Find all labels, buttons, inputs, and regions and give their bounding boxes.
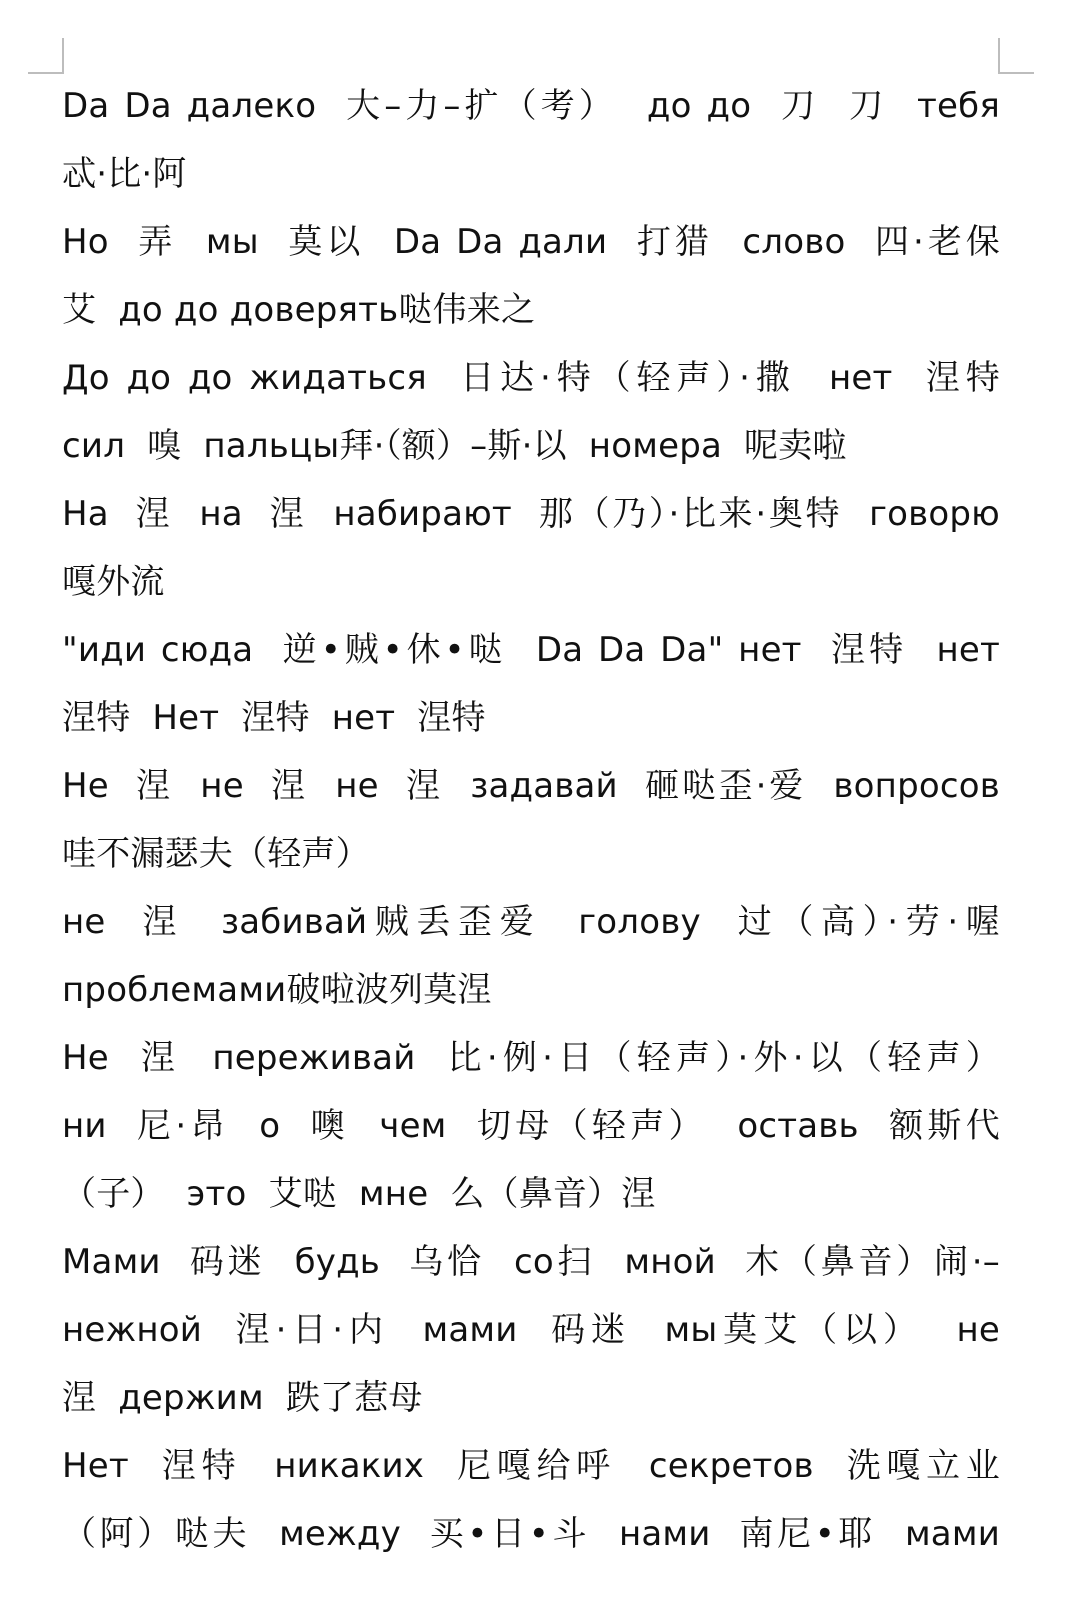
text-line: ни 尼·昂 о 噢 чем 切母（轻声） оставь 额斯代 xyxy=(62,1106,1000,1146)
text-line: Не 涅 не 涅 не 涅 задавай 砸哒歪·爱 вопросов xyxy=(62,766,1000,806)
text-line: Мами 码迷 будь 乌恰 со扫 мной 木（鼻音）闹·– xyxy=(62,1242,1000,1282)
text-line: 艾 до до доверять哒伟来之 xyxy=(62,290,536,330)
text-line: Da Da далеко 大–力–扩（考） до до 刀 刀 тебя xyxy=(62,86,1000,126)
text-line: Нет 涅特 никаких 尼嘎给呼 секретов 洗嘎立业 xyxy=(62,1446,1000,1486)
text-line: 涅 держим 跌了惹母 xyxy=(62,1378,423,1418)
text-line: （子） это 艾哒 мне 么（鼻音）涅 xyxy=(62,1174,656,1214)
text-line: "иди сюда 逆•贼•休•哒 Da Da Da" нет 涅特 нет xyxy=(62,630,1001,670)
top-right-corner-mark xyxy=(998,38,1034,74)
text-line: 嘎外流 xyxy=(62,562,165,602)
text-line: 哇不漏瑟夫（轻声） xyxy=(62,834,370,874)
text-line: До до до жидаться 日达·特（轻声）·撒 нет 涅特 xyxy=(62,358,1000,398)
document-body xyxy=(62,72,1000,1568)
text-line: 涅特 Нет 涅特 нет 涅特 xyxy=(62,698,486,738)
top-left-corner-mark xyxy=(28,38,64,74)
text-line: нежной 涅·日·内 мами 码迷 мы莫艾（以） не xyxy=(62,1310,1000,1350)
text-line: 忒·比·阿 xyxy=(62,154,187,194)
text-line: Но 弄 мы 莫以 Da Da дали 打猎 слово 四·老保 xyxy=(62,222,1000,262)
text-line: проблемами破啦波列莫涅 xyxy=(62,970,492,1010)
text-line: не 涅 забивай贼丢歪爱 голову 过（高）·劳·喔 xyxy=(62,902,1000,942)
text-line: На 涅 на 涅 набирают 那（乃）·比来·奥特 говорю xyxy=(62,494,1000,534)
text-line: сил 嗅 пальцы拜·（额）–斯·以 номера 呢卖啦 xyxy=(62,426,847,466)
text-line: Не 涅 переживай 比·例·日（轻声）·外·以（轻声） xyxy=(62,1038,1000,1078)
text-line: （阿）哒夫 между 买•日•斗 нами 南尼•耶 мами xyxy=(62,1514,1000,1554)
